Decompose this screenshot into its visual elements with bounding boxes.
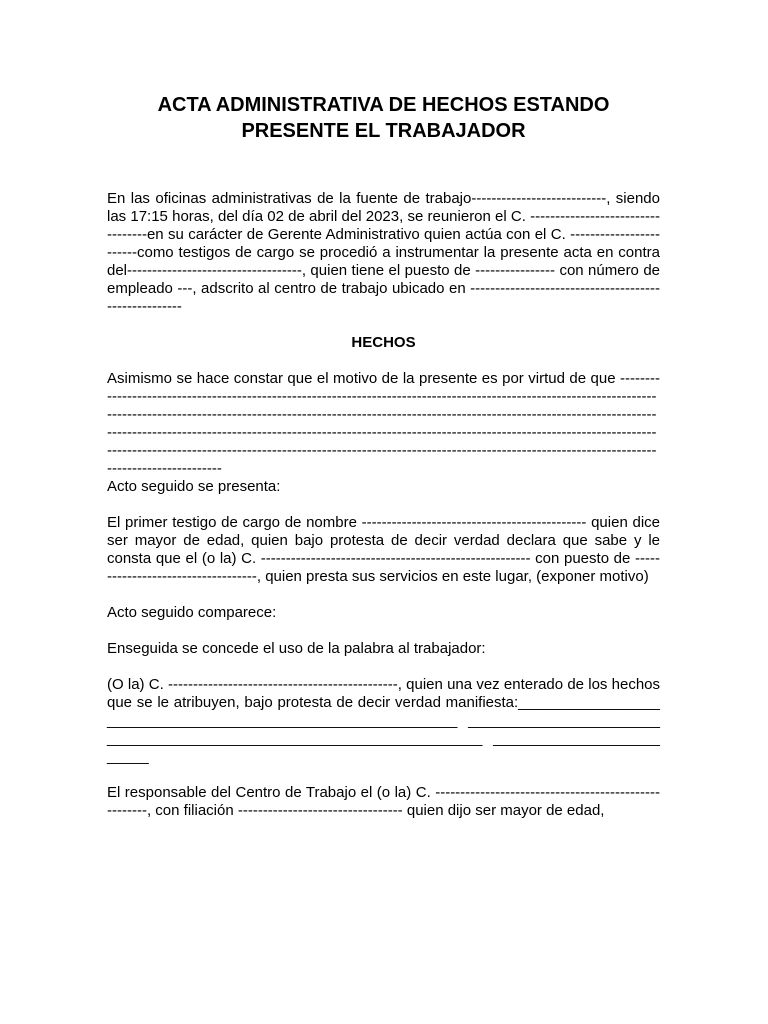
acto-presenta-paragraph: Acto seguido se presenta:: [107, 478, 281, 495]
responsable-paragraph: El responsable del Centro de Trabajo el (o la) C. -----------------------------------------------------, con filiación --------------------------------- quien dijo ser mayor de edad,: [107, 784, 660, 819]
palabra-trabajador-paragraph: Enseguida se concede el uso de la palabra al trabajador:: [107, 640, 486, 657]
intro-paragraph: En las oficinas administrativas de la fuente de trabajo---------------------------, siendo las 17:15 horas, del día 02 de abril del 2023, se reunieron el C. ----------------------------------en su carácter de Gerente Administrativo quien actúa con el C. ------------------------como testigos de cargo se procedió a instrumentar la presente acta en contra del-----------------------------------, quien tiene el puesto de ---------------- con número de empleado ---, adscrito al centro de trabajo ubicado en -----------------------------------------------------: [107, 190, 660, 315]
trabajador-declaracion-paragraph: (O la) C. ----------------------------------------------, quien una vez enterado de los hechos que se le atribuyen, bajo protesta de decir verdad manifiesta:___________________________________________________________ ____________________________________________________________________ _________________________: [107, 676, 660, 765]
motivo-paragraph: Asimismo se hace constar que el motivo de la presente es por virtud de que ---------------------------------------------------------------------------------------------------------------------------------------------------------------------------------------------------------------------------------------------------------------------------------------------------------------------------------------------------------------------------------------------------------------------------------------------------------------------------------------: [107, 370, 660, 477]
section-heading-hechos: HECHOS: [351, 334, 416, 351]
document-title: ACTA ADMINISTRATIVA DE HECHOS ESTANDO PRESENTE EL TRABAJADOR: [157, 94, 610, 142]
document-page: [107, 92, 660, 838]
acto-comparece-paragraph: Acto seguido comparece:: [107, 604, 277, 621]
testigo-paragraph: El primer testigo de cargo de nombre --------------------------------------------- quien dice ser mayor de edad, quien bajo protesta de decir verdad declara que sabe y le consta que el (o la) C. ------------------------------------------------------ con puesto de -----------------------------------, quien presta sus servicios en este lugar, (exponer motivo): [107, 514, 660, 585]
